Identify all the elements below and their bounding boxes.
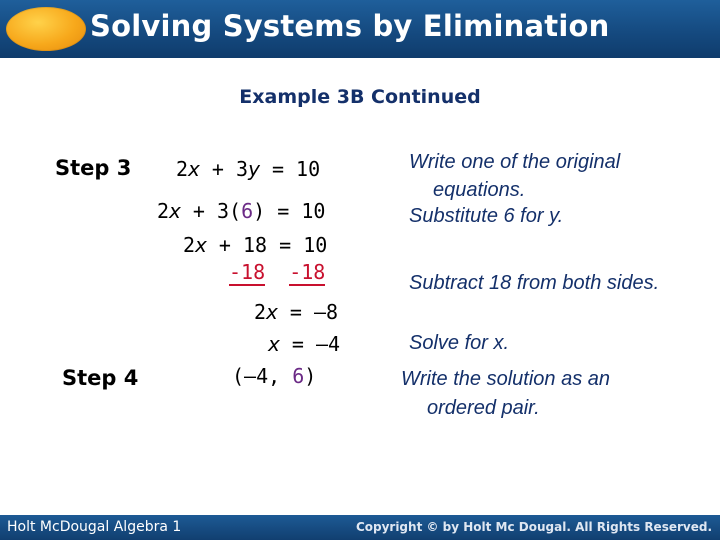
equation-x-result	[268, 332, 340, 356]
eq1-var-y: y	[248, 157, 260, 181]
ordered-pair-open: (–4,	[232, 364, 293, 388]
note-substitute	[409, 205, 563, 228]
footer-copyright: Copyright © by Holt Mc Dougal. All Rights Reserved.	[355, 520, 712, 534]
ordered-pair-y: 6	[292, 364, 305, 388]
footer-bar	[0, 515, 720, 540]
step-4-label: Step 4	[62, 366, 139, 390]
step-3-label: Step 3	[55, 156, 132, 180]
note-solve	[409, 332, 509, 355]
eq6-rhs: = –4	[279, 332, 341, 356]
eq2-substituted-value: 6	[241, 199, 254, 223]
note-solve-end: .	[503, 332, 510, 354]
equation-substituted	[157, 199, 325, 223]
eq3-coef: 2	[183, 233, 196, 257]
eq1-var-x: x	[188, 157, 200, 181]
eq2-mid: + 3(	[180, 199, 242, 223]
note-solution-cont: ordered pair.	[427, 397, 540, 419]
eq2-rhs: ) = 10	[253, 199, 326, 223]
subtract-right: -18	[289, 260, 326, 284]
example-heading: Example 3B Continued	[239, 86, 481, 108]
note-write-original: Write one of the original	[409, 151, 621, 173]
equation-simplified	[183, 233, 327, 257]
note-subtract: Subtract 18 from both sides.	[409, 272, 660, 294]
eq3-var-x: x	[195, 233, 207, 257]
title-bar	[0, 0, 720, 58]
eq1-mid: + 3	[199, 157, 249, 181]
eq5-rhs: = –8	[277, 300, 339, 324]
equation-original	[176, 157, 320, 181]
eq5-var-x: x	[266, 300, 278, 324]
eq3-rhs: + 18 = 10	[206, 233, 328, 257]
note-substitute-text: Substitute 6 for	[409, 205, 550, 227]
footer-course: Holt McDougal Algebra 1	[7, 519, 182, 535]
eq2-var-x: x	[169, 199, 181, 223]
note-solve-var: x	[493, 332, 504, 354]
eq2-coef: 2	[157, 199, 170, 223]
eq5-coef: 2	[254, 300, 267, 324]
note-write-original-cont: equations.	[433, 179, 526, 201]
ordered-pair	[232, 364, 316, 388]
subtract-18-row	[229, 260, 325, 284]
equation-2x-result	[254, 300, 338, 324]
note-solve-text: Solve for	[409, 332, 494, 354]
subtract-left: -18	[229, 260, 266, 284]
note-substitute-var: y	[549, 205, 558, 227]
eq1-rhs: = 10	[259, 157, 321, 181]
note-solution: Write the solution as an	[401, 368, 610, 390]
note-substitute-end: .	[557, 205, 564, 227]
eq6-var-x: x	[268, 332, 280, 356]
eq1-coef: 2	[176, 157, 189, 181]
title-oval-ornament	[6, 7, 86, 51]
page-title: Solving Systems by Elimination	[90, 9, 610, 43]
ordered-pair-close: )	[304, 364, 317, 388]
